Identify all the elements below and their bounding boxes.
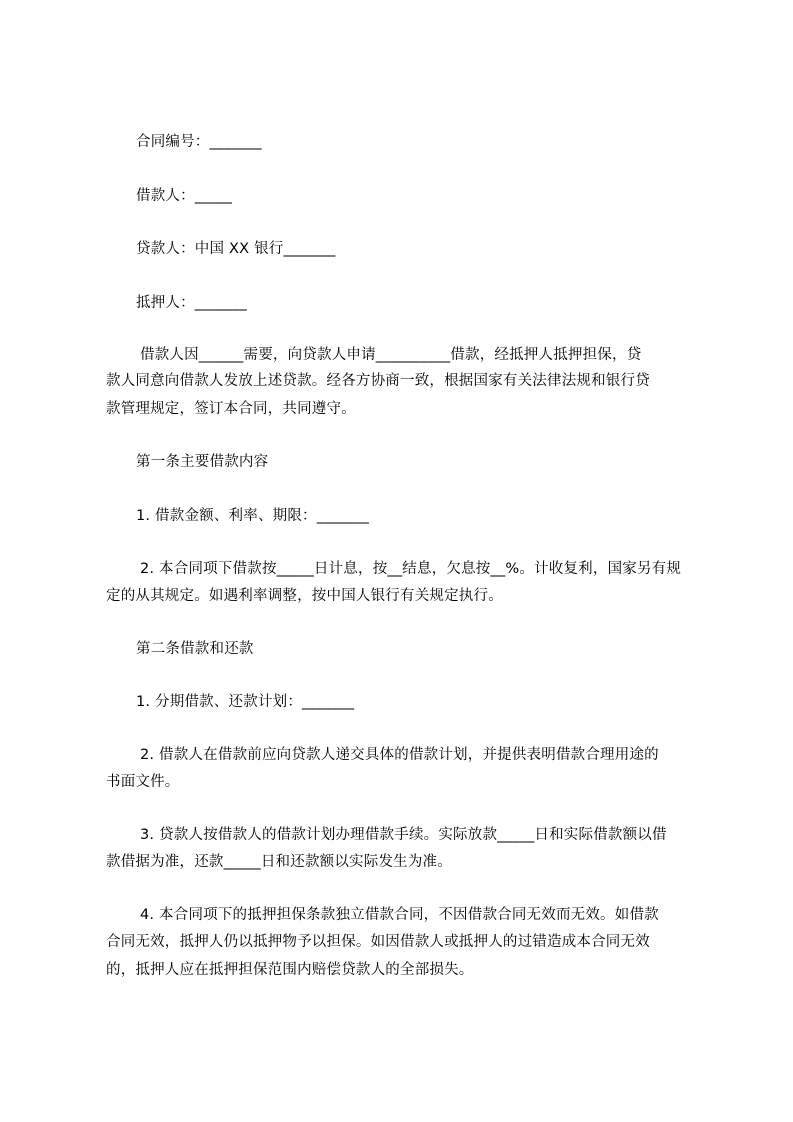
article-2-item-2-line-1: 2. 借款人在借款前应向贷款人递交具体的借款计划，并提供表明借款合理用途的: [140, 747, 659, 763]
article-2-item-3-line-1: 3. 贷款人按借款人的借款计划办理借款手续。实际放款_____日和实际借款额以借: [140, 827, 667, 843]
article-1-item-2-line-1: 2. 本合同项下借款按_____日计息，按__结息，欠息按__%。计收复利，国家另有规: [140, 561, 682, 577]
article-2-title: 第二条借款和还款: [136, 641, 254, 657]
intro-paragraph-line-1: 借款人因______需要，向贷款人申请__________借款，经抵押人抵押担保，贷: [140, 347, 642, 363]
borrower-line: 借款人：_____: [136, 188, 233, 204]
intro-paragraph-line-2: 款人同意向借款人发放上述贷款。经各方协商一致，根据国家有关法律法规和银行贷: [106, 373, 650, 389]
mortgagor-line: 抵押人：_______: [136, 295, 247, 311]
article-2-item-1: 1. 分期借款、还款计划：_______: [136, 694, 355, 710]
article-1-item-1: 1. 借款金额、利率、期限：_______: [136, 508, 369, 524]
article-2-item-4-line-3: 的，抵押人应在抵押担保范围内赔偿贷款人的全部损失。: [106, 962, 474, 978]
article-2-item-4-line-2: 合同无效，抵押人仍以抵押物予以担保。如因借款人或抵押人的过错造成本合同无效: [106, 934, 650, 950]
intro-paragraph-line-3: 款管理规定，签订本合同，共同遵守。: [106, 401, 356, 417]
lender-line: 贷款人：中国 XX 银行_______: [136, 241, 336, 257]
article-2-item-2-line-2: 书面文件。: [106, 774, 180, 790]
contract-number: 合同编号：_______: [136, 134, 262, 150]
article-1-title: 第一条主要借款内容: [136, 454, 269, 470]
article-2-item-3-line-2: 款借据为准，还款_____日和还款额以实际发生为准。: [106, 854, 452, 870]
article-2-item-4-line-1: 4. 本合同项下的抵押担保条款独立借款合同，不因借款合同无效而无效。如借款: [140, 907, 659, 923]
article-1-item-2-line-2: 定的从其规定。如遇利率调整，按中国人银行有关规定执行。: [106, 588, 503, 604]
